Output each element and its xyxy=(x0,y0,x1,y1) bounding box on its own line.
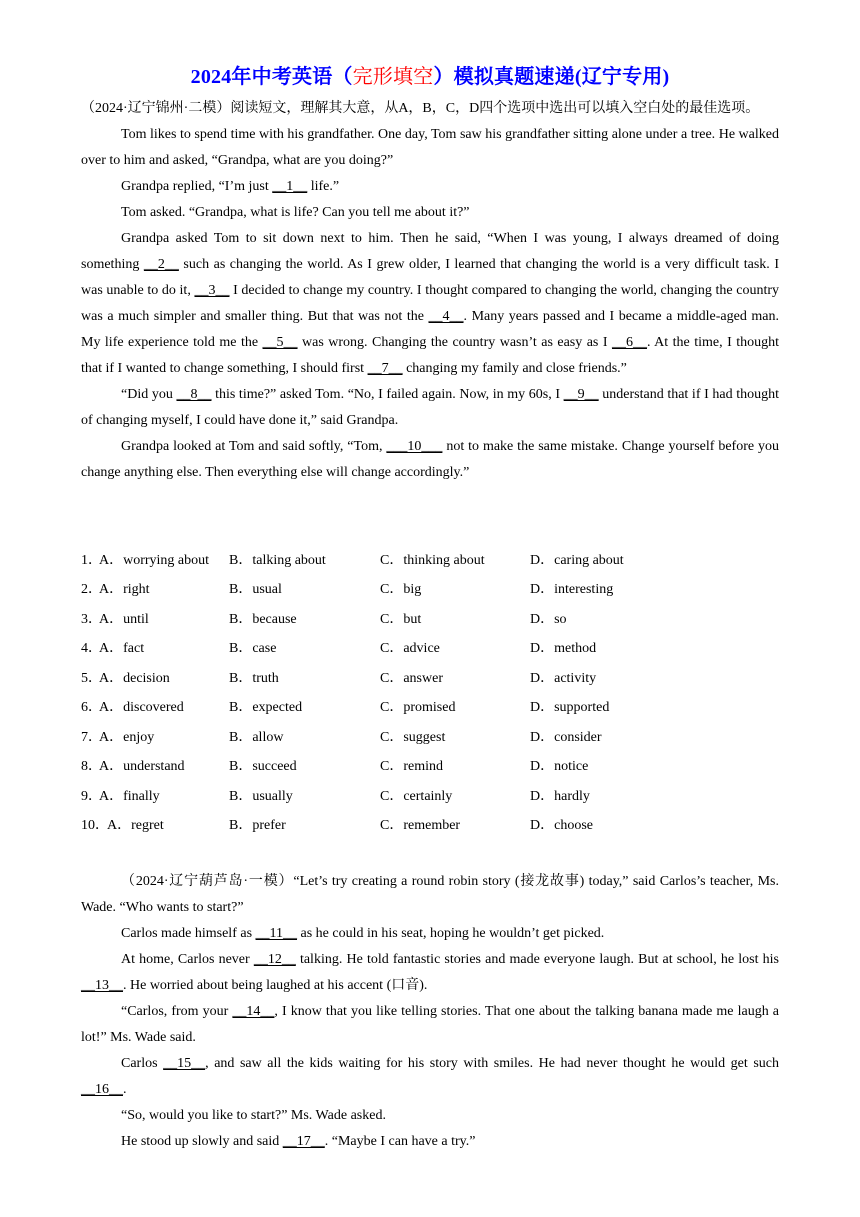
title-highlight: 完形填空 xyxy=(352,66,434,88)
text: understand that if I had thought of changing myself, I could have done it,” said Grandpa. xyxy=(81,387,780,428)
option-c: C．certainly xyxy=(380,789,453,804)
option-d: D．consider xyxy=(530,730,602,745)
passage2-paragraph: （2024·辽宁葫芦岛·一模）“Let’s try creating a round robin story (接龙故事) today,” said Carlos’s teacher, Ms. Wade. “Who wants to start?” xyxy=(81,874,779,915)
text: talking. He told fantastic stories and made everyone laugh. But at school, he lost his xyxy=(295,952,779,967)
text: . At the time, I thought that if I wanted to change something, I should first xyxy=(81,335,779,376)
text: “Carlos, from your xyxy=(121,1004,233,1019)
passage2-paragraph xyxy=(81,947,779,999)
text: . He worried about being laughed at his accent (口音). xyxy=(123,978,428,993)
text: changing my family and close friends.” xyxy=(402,361,627,376)
option-d: D．notice xyxy=(530,759,589,774)
text: Grandpa asked Tom to sit down next to him. Then he said, “When I was young, I always dreamed of doing something xyxy=(81,231,779,272)
blank-1: __1__ xyxy=(272,179,308,194)
blank-17: __17__ xyxy=(282,1134,325,1149)
text: . “Maybe I can have a try.” xyxy=(324,1134,476,1149)
option-b: B．usually xyxy=(229,789,293,804)
text: not to make the same mistake. Change yourself before you change anything else. Then everything else will change accordingly.” xyxy=(81,439,780,480)
option-a: A．decision xyxy=(99,671,170,686)
passage1-paragraph xyxy=(81,174,779,200)
option-number: 5． xyxy=(81,671,102,686)
option-b: B．talking about xyxy=(229,553,326,568)
blank-6: __6__ xyxy=(611,335,647,350)
text: At home, Carlos never xyxy=(121,952,254,967)
text: . Many years passed and I became a middle-aged man. My life experience told me the xyxy=(81,309,780,350)
blank-15: __15__ xyxy=(163,1056,206,1071)
text: was wrong. Changing the country wasn’t as easy as I xyxy=(297,335,612,350)
passage1-paragraph xyxy=(81,434,779,486)
blank-3: __3__ xyxy=(194,283,230,298)
option-a: A．until xyxy=(99,612,149,627)
blank-16: __16__ xyxy=(81,1082,123,1097)
blank-10: ___10___ xyxy=(386,439,443,454)
passage2-paragraph xyxy=(81,921,779,947)
option-c: C．big xyxy=(380,582,422,597)
option-d: D．choose xyxy=(530,818,593,833)
text: He stood up slowly and said xyxy=(121,1134,283,1149)
option-d: D．so xyxy=(530,612,567,627)
option-a: A．discovered xyxy=(99,700,184,715)
passage1-paragraph xyxy=(81,226,779,382)
option-a: A．right xyxy=(99,582,150,597)
option-b: B．case xyxy=(229,641,277,656)
option-a: A．regret xyxy=(107,818,164,833)
blank-4: __4__ xyxy=(428,309,464,324)
option-c: C．remind xyxy=(380,759,443,774)
passage1 xyxy=(81,96,779,486)
option-number: 8． xyxy=(81,759,102,774)
option-a: A．understand xyxy=(99,759,185,774)
option-c: C．advice xyxy=(380,641,440,656)
option-b: B．expected xyxy=(229,700,303,715)
title-suffix: ）模拟真题速递(辽宁专用) xyxy=(433,66,670,88)
text: Grandpa replied, “I’m just xyxy=(121,179,273,194)
option-number: 2． xyxy=(81,582,102,597)
passage2-paragraph: “So, would you like to start?” Ms. Wade asked. xyxy=(121,1108,386,1123)
blank-8: __8__ xyxy=(176,387,212,402)
blank-14: __14__ xyxy=(232,1004,275,1019)
passage1-paragraph: Tom asked. “Grandpa, what is life? Can you tell me about it?” xyxy=(121,205,470,220)
blank-2: __2__ xyxy=(143,257,179,272)
blank-7: __7__ xyxy=(367,361,403,376)
text: “Did you xyxy=(121,387,177,402)
title-prefix: 2024年中考英语（ xyxy=(190,66,353,88)
text: Carlos made himself as xyxy=(121,926,256,941)
option-c: C．promised xyxy=(380,700,456,715)
text: . xyxy=(123,1082,127,1097)
option-d: D．method xyxy=(530,641,597,656)
option-number: 10． xyxy=(81,818,109,833)
option-b: B．allow xyxy=(229,730,284,745)
option-a: A．worrying about xyxy=(99,553,210,568)
blank-5: __5__ xyxy=(262,335,298,350)
option-c: C．but xyxy=(380,612,422,627)
option-b: B．truth xyxy=(229,671,279,686)
passage2-paragraph xyxy=(81,1051,779,1103)
passage1-paragraph xyxy=(81,382,779,434)
option-d: D．supported xyxy=(530,700,610,715)
option-c: C．thinking about xyxy=(380,553,485,568)
text: , I know that you like telling stories. That one about the talking banana made me laugh a lot!” Ms. Wade said. xyxy=(81,1004,779,1045)
text: I decided to change my country. I thought compared to changing the world, changing the country was a much simpler and smaller thing. But that was not the xyxy=(81,283,779,324)
passage1-paragraph: Tom likes to spend time with his grandfather. One day, Tom saw his grandfather sitting alone under a tree. He walked over to him and asked, “Grandpa, what are you doing?” xyxy=(81,127,779,168)
passage2-paragraph xyxy=(81,1129,779,1155)
option-number: 7． xyxy=(81,730,102,745)
text: this time?” asked Tom. “No, I failed again. Now, in my 60s, I xyxy=(211,387,564,402)
option-c: C．suggest xyxy=(380,730,446,745)
option-d: D．caring about xyxy=(530,553,624,568)
blank-13: __13__ xyxy=(81,978,123,993)
blank-12: __12__ xyxy=(253,952,296,967)
option-d: D．activity xyxy=(530,671,597,686)
passage1-instructions: （2024·辽宁锦州·二模）阅读短文，理解其大意，从A，B，C，D四个选项中选出可以填入空白处的最佳选项。 xyxy=(81,101,760,116)
option-a: A．finally xyxy=(99,789,160,804)
option-b: B．prefer xyxy=(229,818,286,833)
option-number: 3． xyxy=(81,612,102,627)
text: Carlos xyxy=(121,1056,164,1071)
option-number: 4． xyxy=(81,641,102,656)
option-number: 1． xyxy=(81,553,102,568)
blank-9: __9__ xyxy=(563,387,599,402)
text: life.” xyxy=(307,179,340,194)
text: such as changing the world. As I grew older, I learned that changing the world is a very difficult task. I was unable to do it, xyxy=(81,257,779,298)
page-title xyxy=(0,60,860,89)
option-a: A．enjoy xyxy=(99,730,155,745)
option-d: D．hardly xyxy=(530,789,590,804)
option-a: A．fact xyxy=(99,641,145,656)
option-b: B．usual xyxy=(229,582,282,597)
option-c: C．answer xyxy=(380,671,443,686)
option-number: 6． xyxy=(81,700,102,715)
option-c: C．remember xyxy=(380,818,461,833)
passage2-paragraph xyxy=(81,999,779,1051)
option-d: D．interesting xyxy=(530,582,614,597)
text: as he could in his seat, hoping he wouldn’t get picked. xyxy=(297,926,605,941)
option-b: B．succeed xyxy=(229,759,297,774)
text: Grandpa looked at Tom and said softly, “Tom, xyxy=(121,439,387,454)
blank-11: __11__ xyxy=(255,926,298,941)
option-number: 9． xyxy=(81,789,102,804)
passage2 xyxy=(81,869,779,1155)
option-b: B．because xyxy=(229,612,297,627)
text: , and saw all the kids waiting for his story with smiles. He had never thought he would get such xyxy=(205,1056,779,1071)
